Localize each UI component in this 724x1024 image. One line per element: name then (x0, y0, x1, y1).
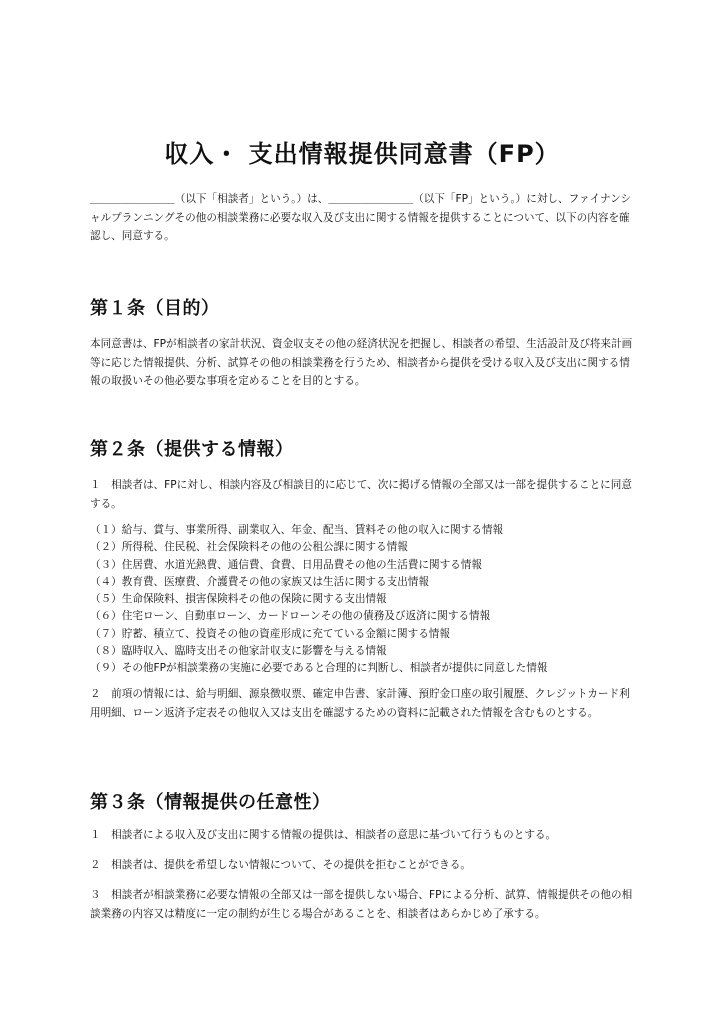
article3-heading: 第３条（情報提供の任意性） (90, 792, 331, 813)
article2-paragraph-1: １ 相談者は、FPに対し、相談内容及び相談目的に応じて、次に掲げる情報の全部又は一部を提供することに同意する。 (90, 479, 632, 510)
list-item: （９）その他FPが相談業務の実施に必要であると合理的に判断し、相談者が提供に同意した情報 (90, 662, 548, 675)
list-item: （３）住居費、水道光熱費、通信費、食費、日用品費その他の生活費に関する情報 (90, 558, 482, 571)
article1-text: 本同意書は、FPが相談者の家計状況、資金収支その他の経済状況を把握し、相談者の希望、生活設計及び将来計画等に応じた情報提供、分析、試算その他の相談業務を行うため、相談者から提供を受ける収入及び支出に関する情報の取扱いその他必要な事項を定めることを目的とする。 (90, 338, 633, 387)
list-item: （５）生命保険料、損害保険料その他の保険に関する支出情報 (90, 593, 387, 606)
list-item: （７）貯蓄、積立て、投資その他の資産形成に充てている金額に関する情報 (90, 627, 450, 640)
article2-paragraph-2: ２ 前項の情報には、給与明細、源泉徴収票、確定申告書、家計簿、預貯金口座の取引履歴、クレジットカード利用明細、ローン返済予定表その他収入又は支出を確認するための資料に記載された情報を含むものとする。 (90, 688, 630, 719)
provided-info-list (90, 522, 650, 678)
article1-heading: 第１条（目的） (90, 298, 220, 319)
list-item: （４）教育費、医療費、介護費その他の家族又は生活に関する支出情報 (90, 575, 429, 588)
article2-heading: 第２条（提供する情報） (90, 439, 294, 460)
article3-paragraph-3: ３ 相談者が相談業務に必要な情報の全部又は一部を提供しない場合、FPによる分析、試算、情報提供その他の相談業務の内容又は精度に一定の制約が生じる場合があることを、相談者はあらかじめ了承する。 (90, 889, 633, 920)
document-title: 収入・ 支出情報提供同意書（FP） (164, 140, 560, 169)
article3-paragraph-2: ２ 相談者は、提供を希望しない情報について、その提供を拒むことができる。 (90, 859, 471, 871)
list-item: （２）所得税、住民税、社会保険料その他の公租公課に関する情報 (90, 541, 408, 554)
intro-paragraph: ＿＿＿＿＿＿＿＿（以下「相談者」という。）は、＿＿＿＿＿＿＿＿（以下「FP」という。）に対し、ファイナンシャルプランニングその他の相談業務に必要な収入及び支出に関する情報を提供することについて、以下の内容を確認し、同意する。 (90, 193, 632, 242)
article3-paragraph-1: １ 相談者による収入及び支出に関する情報の提供は、相談者の意思に基づいて行うものとする。 (90, 829, 557, 841)
list-item: （８）臨時収入、臨時支出その他家計収支に影響を与える情報 (90, 645, 387, 658)
list-item: （６）住宅ローン、自動車ローン、カードローンその他の債務及び返済に関する情報 (90, 610, 491, 623)
list-item: （１）給与、賞与、事業所得、副業収入、年金、配当、賃料その他の収入に関する情報 (90, 524, 504, 536)
